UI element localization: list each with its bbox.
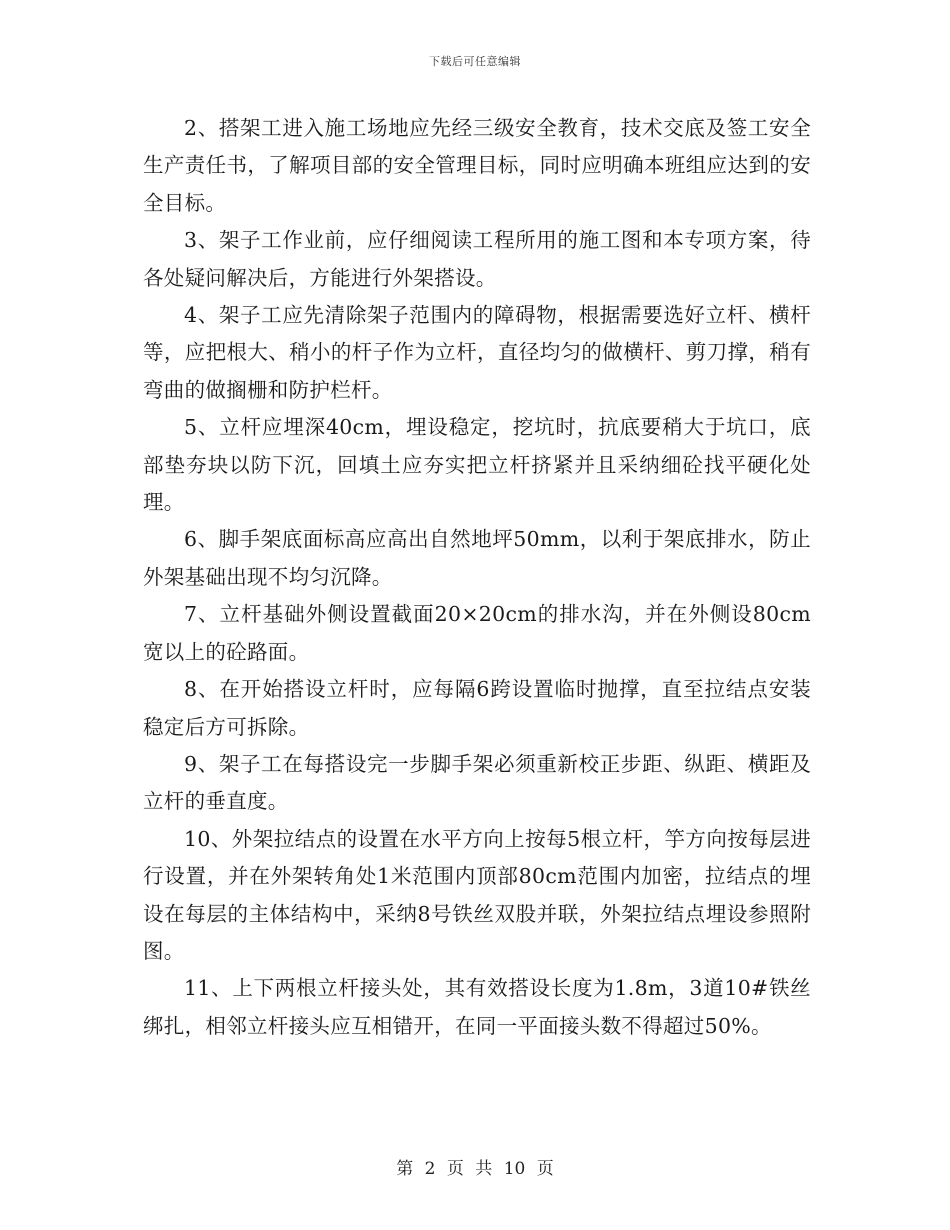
paragraph-item-7: 7、立杆基础外侧设置截面20×20cm的排水沟，并在外侧设80cm宽以上的砼路面。	[143, 602, 811, 664]
page-number-footer: 第 2 页 共 10 页	[396, 1159, 554, 1179]
paragraph-item-5: 5、立杆应埋深40cm，埋设稳定，挖坑时，抗底要稍大于坑口，底部垫夯块以防下沉，回填土应夯实把立杆挤紧并且采纳细砼找平硬化处理。	[143, 415, 811, 515]
paragraph-item-2: 2、搭架工进入施工场地应先经三级安全教育，技术交底及签工安全生产责任书，了解项目部的安全管理目标，同时应明确本班组应达到的安全目标。	[143, 116, 811, 215]
paragraph-item-10: 10、外架拉结点的设置在水平方向上按每5根立杆，竽方向按每层进行设置，并在外架转角处1米范围内顶部80cm范围内加密，拉结点的埋设在每层的主体结构中，采纳8号铁丝双股并联，外架拉结点埋设参照附图。	[143, 826, 811, 963]
paragraph-item-4: 4、架子工应先清除架子范围内的障碍物，根据需要选好立杆、横杆等，应把根大、稍小的杆子作为立杆，直径均匀的做横杆、剪刀撑，稍有弯曲的做搁栅和防护栏杆。	[143, 303, 811, 402]
paragraph-item-9: 9、架子工在每搭设完一步脚手架必须重新校正步距、纵距、横距及立杆的垂直度。	[143, 751, 811, 814]
paragraph-item-11: 11、上下两根立杆接头处，其有效搭设长度为1.8m，3道10#铁丝绑扎，相邻立杆接头应互相错开，在同一平面接头数不得超过50%。	[143, 976, 811, 1038]
paragraph-item-3: 3、架子工作业前，应仔细阅读工程所用的施工图和本专项方案，待各处疑问解决后，方能进行外架搭设。	[143, 228, 811, 290]
paragraph-item-6: 6、脚手架底面标高应高出自然地坪50mm，以利于架底排水，防止外架基础出现不均匀沉降。	[143, 527, 811, 589]
page-header-note: 下载后可任意编辑	[429, 55, 521, 68]
paragraph-item-8: 8、在开始搭设立杆时，应每隔6跨设置临时抛撑，直至拉结点安装稳定后方可拆除。	[143, 677, 811, 739]
document-body	[143, 110, 811, 1045]
